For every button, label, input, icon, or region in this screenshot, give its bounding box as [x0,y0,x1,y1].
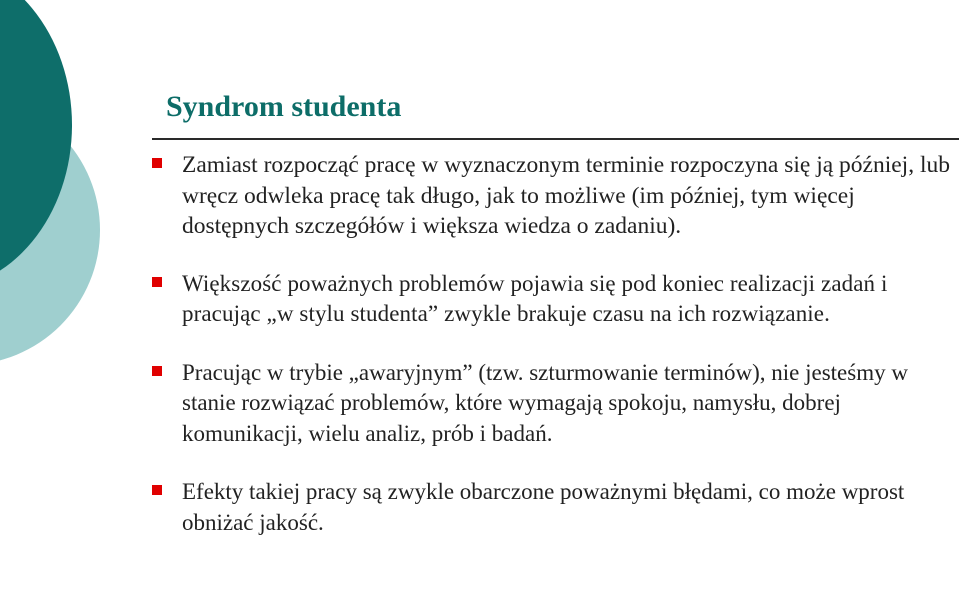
bullet-item [152,269,952,330]
red-square-bullet-icon [152,277,162,287]
bullet-item [152,150,952,242]
bullet-item [152,358,952,450]
bullet-text: Pracując w trybie „awaryjnym” (tzw. szturmowanie terminów), nie jesteśmy w stanie rozwiązać problemów, które wymagają spokoju, namysłu, dobrej komunikacji, wielu analiz, prób i badań. [182,359,908,446]
red-square-bullet-icon [152,366,162,376]
bullet-text: Zamiast rozpocząć pracę w wyznaczonym terminie rozpoczyna się ją później, lub wręcz odwleka pracę tak długo, jak to możliwe (im później, tym więcej dostępnych szczegółów i większa wiedza o zadaniu). [182,152,950,239]
bullet-text: Efekty takiej pracy są zwykle obarczone poważnymi błędami, co może wprost obniżać jakość. [182,479,905,535]
slide-title: Syndrom studenta [166,90,402,123]
bullet-text: Większość poważnych problemów pojawia się pod koniec realizacji zadań i pracując „w stylu studenta” zwykle brakuje czasu na ich rozwiązanie. [182,270,888,326]
bullet-item [152,477,952,538]
red-square-bullet-icon [152,485,162,495]
red-square-bullet-icon [152,158,162,168]
bullet-list [152,150,952,538]
title-underline [152,138,959,140]
